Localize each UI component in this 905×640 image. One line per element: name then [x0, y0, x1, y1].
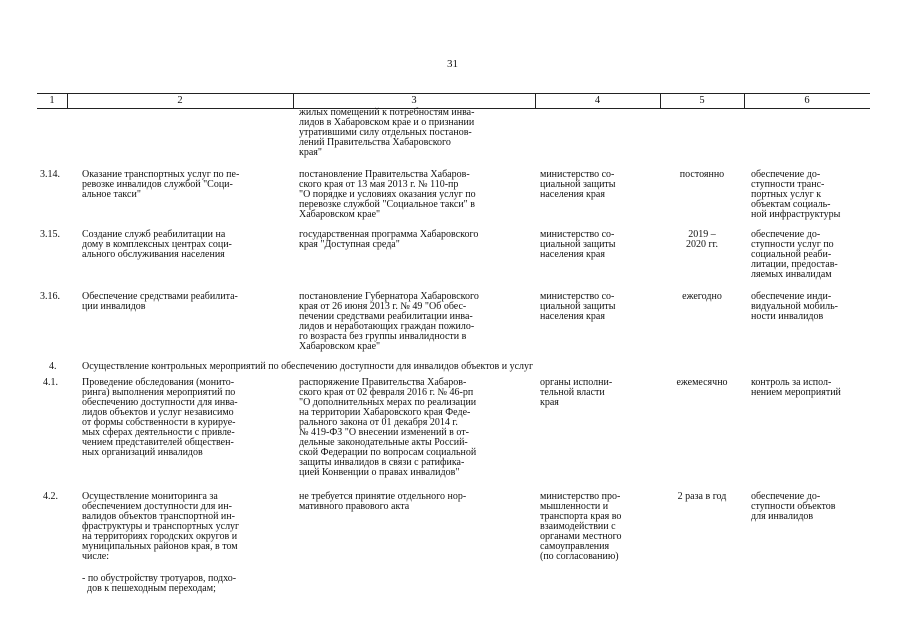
header-col-5: 5	[699, 95, 705, 106]
row-3-16-activity: Обеспечение средствами реабилита- ции инвалидов	[82, 291, 238, 312]
row-3-15-executor: министерство со- циальной защиты населения края	[540, 229, 616, 260]
row-3-15-result: обеспечение до- ступности услуг по социальной реаби- литации, предостав- ляемых инвалидам	[751, 229, 838, 280]
section-4-number: 4.	[49, 361, 57, 372]
row-3-14-term: постоянно	[679, 169, 725, 180]
header-col-4: 4	[594, 95, 601, 106]
row-4-1-executor: органы исполни- тельной власти края	[540, 377, 613, 408]
row-3-16-executor: министерство со- циальной защиты населения края	[540, 291, 616, 322]
row-3-16-result: обеспечение инди- видуальной мобиль- ности инвалидов	[751, 291, 838, 322]
row-4-2-number: 4.2.	[43, 491, 58, 502]
row-4-1-result: контроль за испол- нением мероприятий	[751, 377, 841, 398]
row-3-14-result: обеспечение до- ступности транс- портных услуг к объектам социаль- ной инфраструктуры	[751, 169, 841, 220]
header-col-1: 1	[49, 95, 55, 106]
row-4-1-activity: Проведение обследования (монито- ринга) выполнения мероприятий по обеспечению доступности для инва- лидов объектов и услуг независимо от формы собственности в курируе- мых сферах деятельности с привле- чением представителей обществен- ных организаций инвалидов	[82, 377, 238, 458]
page-number: 31	[447, 58, 458, 70]
row-3-15-term: 2019 – 2020 гг.	[685, 229, 719, 250]
row-4-1-term: ежемесячно	[676, 377, 728, 388]
row-4-2-subitem: - по обустройству тротуаров, подхо- дов к пешеходным переходам;	[82, 573, 237, 594]
row-3-15-activity: Создание служб реабилитации на дому в комплексных центрах соци- ального обслуживания населения	[82, 229, 232, 260]
row-4-2-result: обеспечение до- ступности объектов для инвалидов	[751, 491, 836, 522]
row-3-16-number: 3.16.	[40, 291, 60, 302]
row-3-14-activity: Оказание транспортных услуг по пе- ревозке инвалидов службой "Соци- альное такси"	[82, 169, 240, 200]
row-4-2-executor: министерство про- мышленности и транспорта края во взаимодействии с органами местного самоуправления (по согласованию)	[540, 491, 622, 562]
row-3-16-document: постановление Губернатора Хабаровского края от 26 июня 2013 г. № 49 "Об обес- печении средствами реабилитации инва- лидов и неработающих граждан пожило- го возраста без группы инвалидности в Хабаровском крае"	[299, 291, 479, 352]
header-col-2: 2	[177, 95, 183, 106]
row-3-14-document: постановление Правительства Хабаров- ского края от 13 мая 2013 г. № 110-пр "О порядке и условиях оказания услуг по перевозке службой "Социальное такси" в Хабаровском крае"	[299, 169, 476, 220]
row-3-16-term: ежегодно	[682, 291, 722, 302]
row-3-14-number: 3.14.	[40, 169, 60, 180]
row-3-14-executor: министерство со- циальной защиты населения края	[540, 169, 616, 200]
row-4-2-activity: Осуществление мониторинга за обеспечением доступности для ин- валидов объектов транспортной ин- фраструктуры и транспортных услуг на территориях городских округов и муниципальных районов края, в том числе:	[82, 491, 240, 562]
row-4-1-document: распоряжение Правительства Хабаров- ского края от 02 февраля 2016 г. № 46-рп "О дополнительных мерах по реализации на территории Хабаровского края Феде- рального закона от 01 декабря 2014 г. № 419-ФЗ "О внесении изменений в от- дельные законодательные акты Россий- ской Федерации по вопросам социальной защиты инвалидов в связи с ратифика- цией Конвенции о правах инвалидов"	[299, 377, 477, 478]
continuation-col3: жилых помещений к потребностям инва- лидов в Хабаровском крае и о признании утратившими силу отдельных постанов- лений Правительства Хабаровского края"	[299, 107, 475, 158]
header-col-6: 6	[804, 95, 810, 106]
section-4-title: Осуществление контрольных мероприятий по обеспечению доступности для инвалидов объектов и услуг	[82, 361, 534, 372]
row-4-1-number: 4.1.	[43, 377, 58, 388]
row-3-15-document: государственная программа Хабаровского края "Доступная среда"	[299, 229, 479, 250]
row-3-15-number: 3.15.	[40, 229, 60, 240]
row-4-2-document: не требуется принятие отдельного нор- мативного правового акта	[299, 491, 467, 512]
header-col-3: 3	[411, 95, 417, 106]
row-4-2-term: 2 раза в год	[677, 491, 727, 502]
